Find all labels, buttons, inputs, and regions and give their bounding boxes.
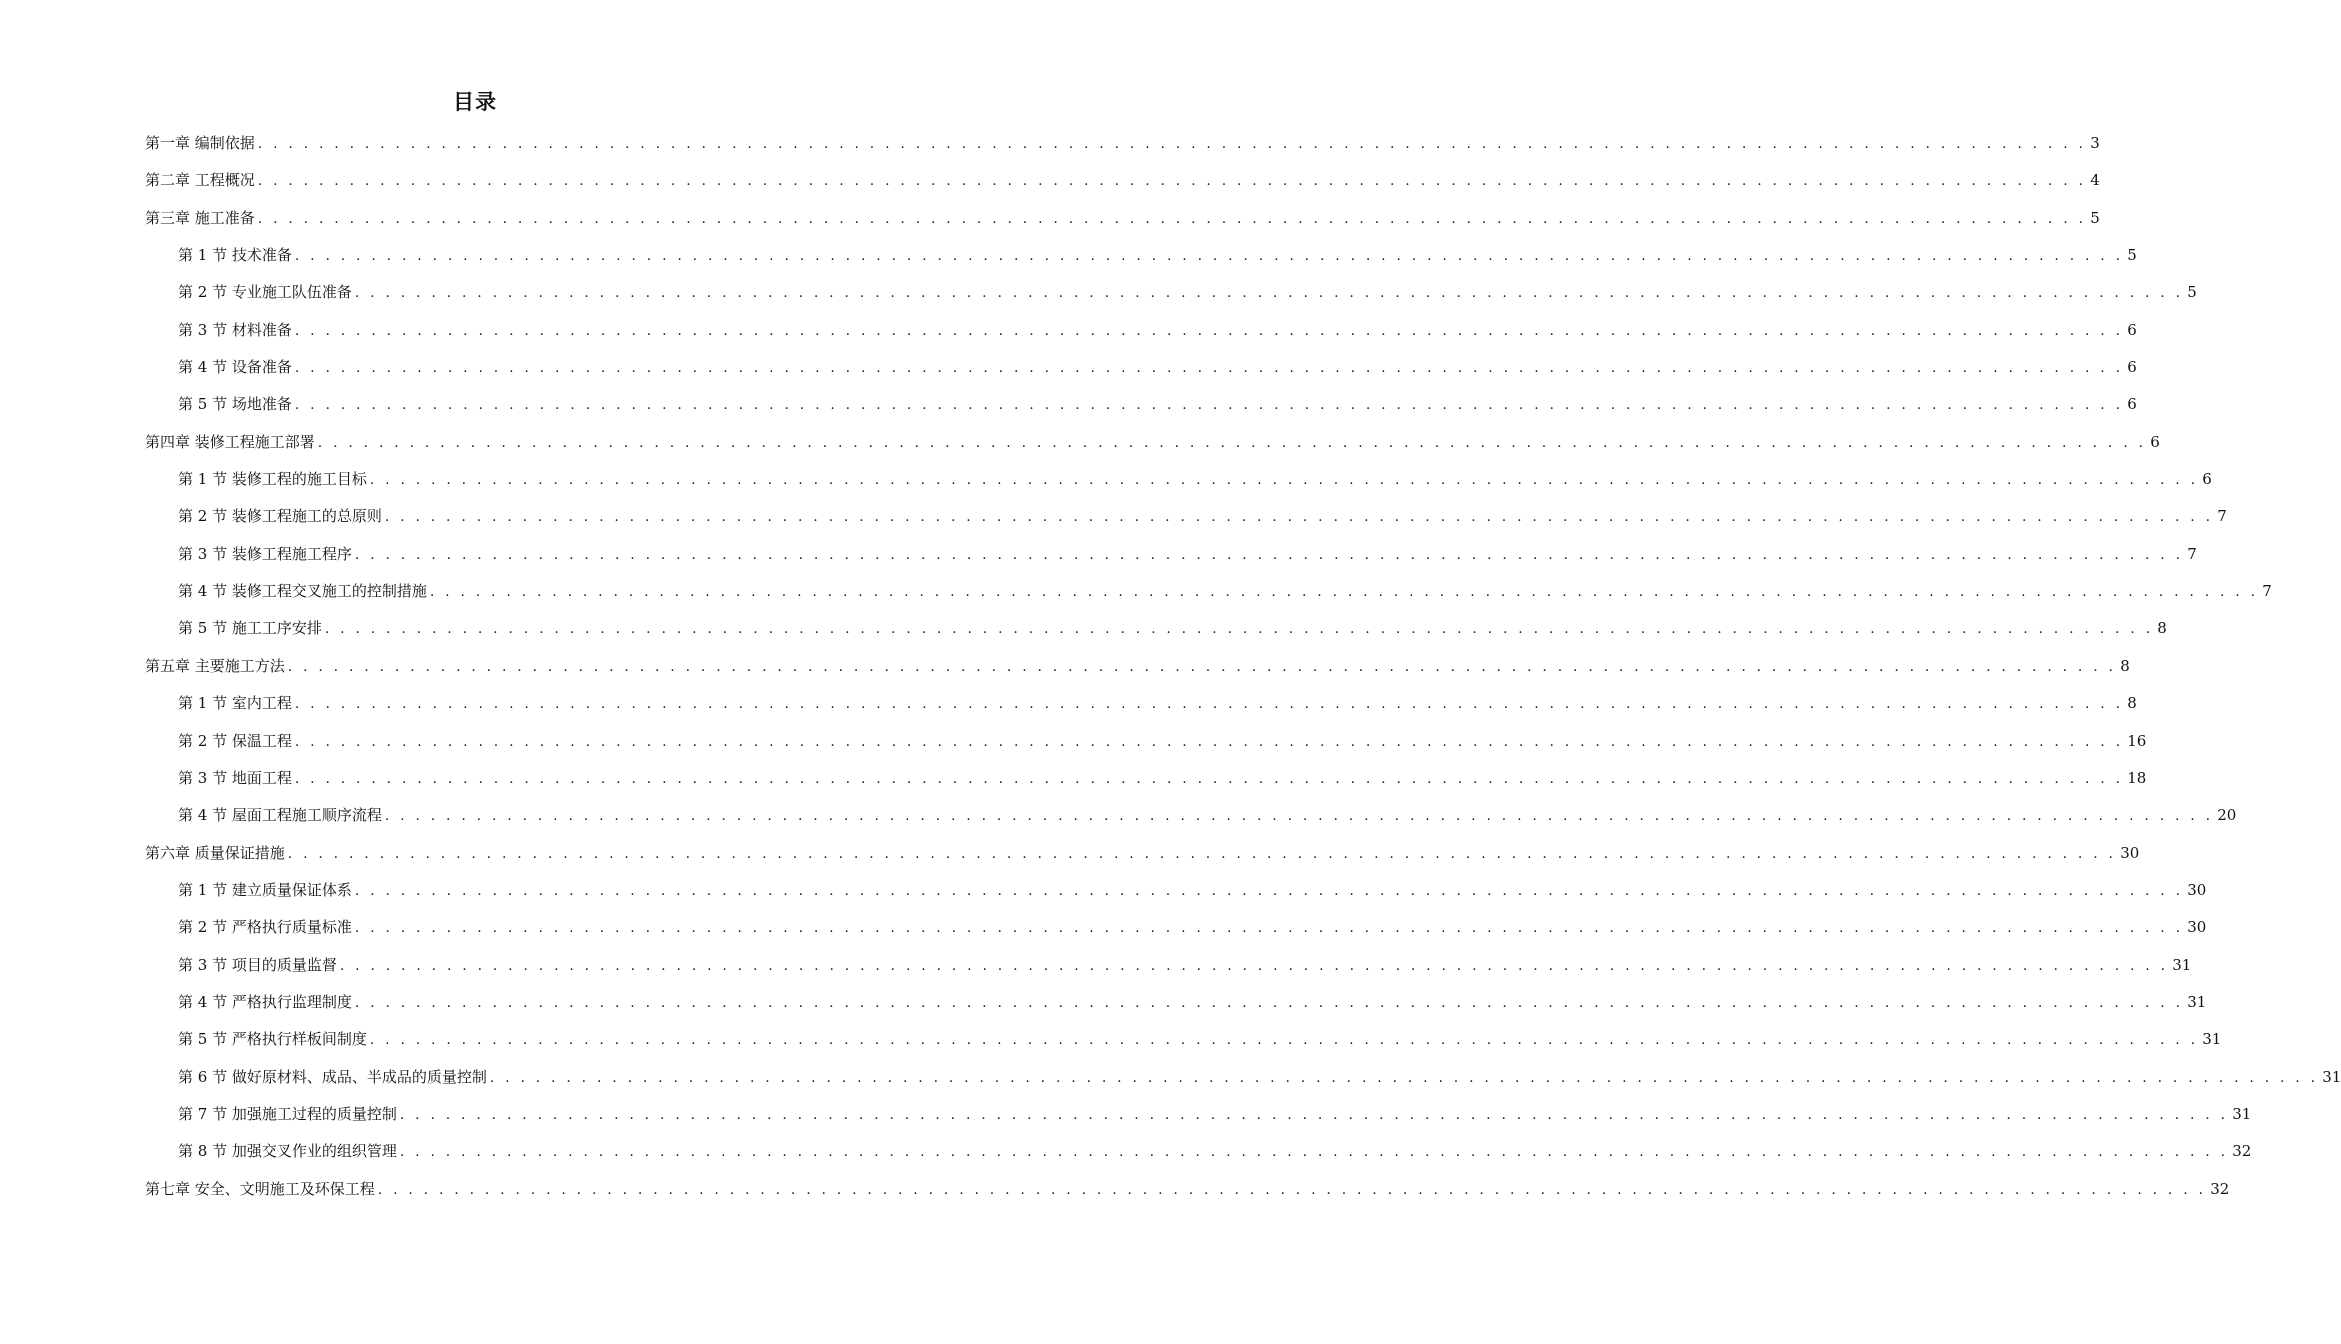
dot-leader: . . . . . . . . . . . . . . . . . . . . . . . . . . . . . . . . . . . . . . . . . . . . . . . . . . . . . . . . . . . . . . . . . . . . . . . . . . . . . . . . . . . . . . . . . . . . . . . . . . . . . . . . . . . . . . . . . . . . . . . . [287,658,2117,675]
toc-chapter-entry[interactable] [145,162,2100,199]
toc-page-number: 7 [2262,582,2272,601]
dot-leader: . . . . . . . . . . . . . . . . . . . . . . . . . . . . . . . . . . . . . . . . . . . . . . . . . . . . . . . . . . . . . . . . . . . . . . . . . . . . . . . . . . . . . . . . . . . . . . . . . . . . . . . . . . . . . . . . . . . . . . . . [384,509,2214,526]
toc-section-entry[interactable] [145,723,2147,760]
dot-leader: . . . . . . . . . . . . . . . . . . . . . . . . . . . . . . . . . . . . . . . . . . . . . . . . . . . . . . . . . . . . . . . . . . . . . . . . . . . . . . . . . . . . . . . . . . . . . . . . . . . . . . . . . . . . . . . . . . . . . . . . [257,173,2087,190]
dot-leader: . . . . . . . . . . . . . . . . . . . . . . . . . . . . . . . . . . . . . . . . . . . . . . . . . . . . . . . . . . . . . . . . . . . . . . . . . . . . . . . . . . . . . . . . . . . . . . . . . . . . . . . . . . . . . . . . . . . . . . . . [354,882,2184,899]
toc-page-number: 8 [2120,656,2130,675]
toc-entry-label: 第 5 节 严格执行样板间制度 [178,1030,367,1049]
dot-leader: . . . . . . . . . . . . . . . . . . . . . . . . . . . . . . . . . . . . . . . . . . . . . . . . . . . . . . . . . . . . . . . . . . . . . . . . . . . . . . . . . . . . . . . . . . . . . . . . . . . . . . . . . . . . . . . . . . . . . . . . [354,994,2184,1011]
toc-entry-label: 第一章 编制依据 [145,134,255,152]
dot-leader: . . . . . . . . . . . . . . . . . . . . . . . . . . . . . . . . . . . . . . . . . . . . . . . . . . . . . . . . . . . . . . . . . . . . . . . . . . . . . . . . . . . . . . . . . . . . . . . . . . . . . . . . . . . . . . . . . . . . . . . . [354,920,2184,937]
toc-entry-label: 第 2 节 专业施工队伍准备 [178,283,352,302]
toc-section-entry[interactable] [145,349,2137,386]
dot-leader: . . . . . . . . . . . . . . . . . . . . . . . . . . . . . . . . . . . . . . . . . . . . . . . . . . . . . . . . . . . . . . . . . . . . . . . . . . . . . . . . . . . . . . . . . . . . . . . . . . . . . . . . . . . . . . . . . . . . . . . . [294,360,2124,377]
toc-entry-label: 第 3 节 地面工程 [178,768,292,787]
dot-leader: . . . . . . . . . . . . . . . . . . . . . . . . . . . . . . . . . . . . . . . . . . . . . . . . . . . . . . . . . . . . . . . . . . . . . . . . . . . . . . . . . . . . . . . . . . . . . . . . . . . . . . . . . . . . . . . . . . . . . . . . [339,957,2169,974]
toc-page-number: 8 [2127,694,2137,713]
toc-entry-label: 第 4 节 屋面工程施工顺序流程 [178,806,382,825]
dot-leader: . . . . . . . . . . . . . . . . . . . . . . . . . . . . . . . . . . . . . . . . . . . . . . . . . . . . . . . . . . . . . . . . . . . . . . . . . . . . . . . . . . . . . . . . . . . . . . . . . . . . . . . . . . . . . . . . . . . . . . . . [399,1106,2229,1123]
toc-page-number: 6 [2127,395,2137,414]
toc-entry-label: 第 5 节 施工工序安排 [178,619,322,638]
toc-section-entry[interactable] [145,498,2227,535]
toc-chapter-entry[interactable] [145,125,2100,162]
dot-leader: . . . . . . . . . . . . . . . . . . . . . . . . . . . . . . . . . . . . . . . . . . . . . . . . . . . . . . . . . . . . . . . . . . . . . . . . . . . . . . . . . . . . . . . . . . . . . . . . . . . . . . . . . . . . . . . . . . . . . . . . [384,808,2214,825]
dot-leader: . . . . . . . . . . . . . . . . . . . . . . . . . . . . . . . . . . . . . . . . . . . . . . . . . . . . . . . . . . . . . . . . . . . . . . . . . . . . . . . . . . . . . . . . . . . . . . . . . . . . . . . . . . . . . . . . . . . . . . . . [294,733,2124,750]
toc-page-number: 5 [2090,208,2100,227]
toc-page-number: 31 [2202,1030,2222,1049]
dot-leader: . . . . . . . . . . . . . . . . . . . . . . . . . . . . . . . . . . . . . . . . . . . . . . . . . . . . . . . . . . . . . . . . . . . . . . . . . . . . . . . . . . . . . . . . . . . . . . . . . . . . . . . . . . . . . . . . . . . . . . . . [429,584,2259,601]
toc-entry-label: 第 1 节 技术准备 [178,246,292,265]
toc-entry-label: 第 3 节 装修工程施工程序 [178,544,352,563]
toc-section-entry[interactable] [145,947,2192,984]
toc-chapter-entry[interactable] [145,835,2140,872]
toc-section-entry[interactable] [145,984,2207,1021]
toc-page-number: 32 [2210,1179,2230,1198]
toc-entry-label: 第七章 安全、文明施工及环保工程 [145,1179,375,1198]
toc-page-number: 30 [2120,843,2140,862]
toc-page-number: 30 [2187,880,2207,899]
dot-leader: . . . . . . . . . . . . . . . . . . . . . . . . . . . . . . . . . . . . . . . . . . . . . . . . . . . . . . . . . . . . . . . . . . . . . . . . . . . . . . . . . . . . . . . . . . . . . . . . . . . . . . . . . . . . . . . . . . . . . . . . [294,397,2124,414]
dot-leader: . . . . . . . . . . . . . . . . . . . . . . . . . . . . . . . . . . . . . . . . . . . . . . . . . . . . . . . . . . . . . . . . . . . . . . . . . . . . . . . . . . . . . . . . . . . . . . . . . . . . . . . . . . . . . . . . . . . . . . . . [294,770,2124,787]
toc-entry-label: 第六章 质量保证措施 [145,843,285,862]
toc-page-number: 6 [2127,320,2137,339]
toc-page-number: 31 [2187,992,2207,1011]
dot-leader: . . . . . . . . . . . . . . . . . . . . . . . . . . . . . . . . . . . . . . . . . . . . . . . . . . . . . . . . . . . . . . . . . . . . . . . . . . . . . . . . . . . . . . . . . . . . . . . . . . . . . . . . . . . . . . . . . . . . . . . . [377,1181,2207,1198]
toc-entry-label: 第 8 节 加强交叉作业的组织管理 [178,1142,397,1161]
toc-chapter-entry[interactable] [145,1171,2230,1208]
dot-leader: . . . . . . . . . . . . . . . . . . . . . . . . . . . . . . . . . . . . . . . . . . . . . . . . . . . . . . . . . . . . . . . . . . . . . . . . . . . . . . . . . . . . . . . . . . . . . . . . . . . . . . . . . . . . . . . . . . . . . . . . [257,210,2087,227]
dot-leader: . . . . . . . . . . . . . . . . . . . . . . . . . . . . . . . . . . . . . . . . . . . . . . . . . . . . . . . . . . . . . . . . . . . . . . . . . . . . . . . . . . . . . . . . . . . . . . . . . . . . . . . . . . . . . . . . . . . . . . . . [399,1144,2229,1161]
toc-entry-label: 第 2 节 保温工程 [178,731,292,750]
toc-title: 目录 [453,90,497,114]
toc-entry-label: 第 3 节 项目的质量监督 [178,955,337,974]
toc-page-number: 4 [2090,171,2100,190]
toc-page-number: 8 [2157,619,2167,638]
toc-section-entry[interactable] [145,685,2137,722]
toc-entry-label: 第 4 节 严格执行监理制度 [178,992,352,1011]
dot-leader: . . . . . . . . . . . . . . . . . . . . . . . . . . . . . . . . . . . . . . . . . . . . . . . . . . . . . . . . . . . . . . . . . . . . . . . . . . . . . . . . . . . . . . . . . . . . . . . . . . . . . . . . . . . . . . . . . . . . . . . . [294,322,2124,339]
toc-section-entry[interactable] [145,386,2137,423]
dot-leader: . . . . . . . . . . . . . . . . . . . . . . . . . . . . . . . . . . . . . . . . . . . . . . . . . . . . . . . . . . . . . . . . . . . . . . . . . . . . . . . . . . . . . . . . . . . . . . . . . . . . . . . . . . . . . . . . . . . . . . . . [294,696,2124,713]
toc-page-number: 18 [2127,768,2147,787]
toc-page-number: 6 [2127,358,2137,377]
dot-leader: . . . . . . . . . . . . . . . . . . . . . . . . . . . . . . . . . . . . . . . . . . . . . . . . . . . . . . . . . . . . . . . . . . . . . . . . . . . . . . . . . . . . . . . . . . . . . . . . . . . . . . . . . . . . . . . . . . . . . . . . [324,621,2154,638]
toc-entry-label: 第二章 工程概况 [145,171,255,190]
toc-section-entry[interactable] [145,909,2207,946]
toc-section-entry[interactable] [145,1059,2341,1096]
toc-page-number: 20 [2217,806,2237,825]
toc-chapter-entry[interactable] [145,648,2130,685]
toc-page-number: 31 [2172,955,2192,974]
dot-leader: . . . . . . . . . . . . . . . . . . . . . . . . . . . . . . . . . . . . . . . . . . . . . . . . . . . . . . . . . . . . . . . . . . . . . . . . . . . . . . . . . . . . . . . . . . . . . . . . . . . . . . . . . . . . . . . . . . . . . . . . [369,1032,2199,1049]
toc-section-entry[interactable] [145,274,2197,311]
toc-entry-label: 第 6 节 做好原材料、成品、半成品的质量控制 [178,1067,487,1086]
toc-section-entry[interactable] [145,1133,2252,1170]
toc-page-number: 32 [2232,1142,2252,1161]
toc-entry-label: 第三章 施工准备 [145,208,255,227]
toc-page-number: 31 [2232,1104,2252,1123]
toc-section-entry[interactable] [145,573,2272,610]
toc-page-number: 31 [2322,1067,2341,1086]
toc-entry-label: 第 4 节 装修工程交叉施工的控制措施 [178,582,427,601]
toc-entry-label: 第 5 节 场地准备 [178,395,292,414]
toc-entry-label: 第 1 节 室内工程 [178,694,292,713]
dot-leader: . . . . . . . . . . . . . . . . . . . . . . . . . . . . . . . . . . . . . . . . . . . . . . . . . . . . . . . . . . . . . . . . . . . . . . . . . . . . . . . . . . . . . . . . . . . . . . . . . . . . . . . . . . . . . . . . . . . . . . . . [257,136,2087,152]
toc-section-entry[interactable] [145,872,2207,909]
toc-list [145,125,2341,1208]
toc-section-entry[interactable] [145,237,2137,274]
toc-page-number: 5 [2127,246,2137,265]
toc-entry-label: 第 2 节 装修工程施工的总原则 [178,507,382,526]
toc-page-number: 3 [2090,134,2100,152]
toc-page-number: 7 [2217,507,2227,526]
toc-chapter-entry[interactable] [145,200,2100,237]
toc-entry-label: 第 3 节 材料准备 [178,320,292,339]
toc-section-entry[interactable] [145,312,2137,349]
dot-leader: . . . . . . . . . . . . . . . . . . . . . . . . . . . . . . . . . . . . . . . . . . . . . . . . . . . . . . . . . . . . . . . . . . . . . . . . . . . . . . . . . . . . . . . . . . . . . . . . . . . . . . . . . . . . . . . . . . . . . . . . [369,472,2199,489]
toc-page-number: 6 [2150,432,2160,451]
toc-entry-label: 第四章 装修工程施工部署 [145,432,315,451]
dot-leader: . . . . . . . . . . . . . . . . . . . . . . . . . . . . . . . . . . . . . . . . . . . . . . . . . . . . . . . . . . . . . . . . . . . . . . . . . . . . . . . . . . . . . . . . . . . . . . . . . . . . . . . . . . . . . . . . . . . . . . . . [489,1069,2319,1086]
toc-section-entry[interactable] [145,536,2197,573]
toc-entry-label: 第五章 主要施工方法 [145,656,285,675]
toc-entry-label: 第 1 节 建立质量保证体系 [178,880,352,899]
dot-leader: . . . . . . . . . . . . . . . . . . . . . . . . . . . . . . . . . . . . . . . . . . . . . . . . . . . . . . . . . . . . . . . . . . . . . . . . . . . . . . . . . . . . . . . . . . . . . . . . . . . . . . . . . . . . . . . . . . . . . . . . [354,285,2184,302]
toc-page-number: 5 [2187,283,2197,302]
toc-section-entry[interactable] [145,610,2167,647]
toc-section-entry[interactable] [145,1096,2252,1133]
toc-page-number: 6 [2202,470,2212,489]
toc-section-entry[interactable] [145,797,2237,834]
toc-page-number: 30 [2187,918,2207,937]
dot-leader: . . . . . . . . . . . . . . . . . . . . . . . . . . . . . . . . . . . . . . . . . . . . . . . . . . . . . . . . . . . . . . . . . . . . . . . . . . . . . . . . . . . . . . . . . . . . . . . . . . . . . . . . . . . . . . . . . . . . . . . . [354,546,2184,563]
toc-entry-label: 第 7 节 加强施工过程的质量控制 [178,1104,397,1123]
dot-leader: . . . . . . . . . . . . . . . . . . . . . . . . . . . . . . . . . . . . . . . . . . . . . . . . . . . . . . . . . . . . . . . . . . . . . . . . . . . . . . . . . . . . . . . . . . . . . . . . . . . . . . . . . . . . . . . . . . . . . . . . [317,434,2147,451]
toc-page-number: 16 [2127,731,2147,750]
toc-page-number: 7 [2187,544,2197,563]
toc-section-entry[interactable] [145,1021,2222,1058]
toc-section-entry[interactable] [145,461,2212,498]
dot-leader: . . . . . . . . . . . . . . . . . . . . . . . . . . . . . . . . . . . . . . . . . . . . . . . . . . . . . . . . . . . . . . . . . . . . . . . . . . . . . . . . . . . . . . . . . . . . . . . . . . . . . . . . . . . . . . . . . . . . . . . . [294,248,2124,265]
toc-entry-label: 第 2 节 严格执行质量标准 [178,918,352,937]
toc-entry-label: 第 4 节 设备准备 [178,358,292,377]
dot-leader: . . . . . . . . . . . . . . . . . . . . . . . . . . . . . . . . . . . . . . . . . . . . . . . . . . . . . . . . . . . . . . . . . . . . . . . . . . . . . . . . . . . . . . . . . . . . . . . . . . . . . . . . . . . . . . . . . . . . . . . . [287,845,2117,862]
toc-chapter-entry[interactable] [145,424,2160,461]
toc-section-entry[interactable] [145,760,2147,797]
toc-entry-label: 第 1 节 装修工程的施工目标 [178,470,367,489]
